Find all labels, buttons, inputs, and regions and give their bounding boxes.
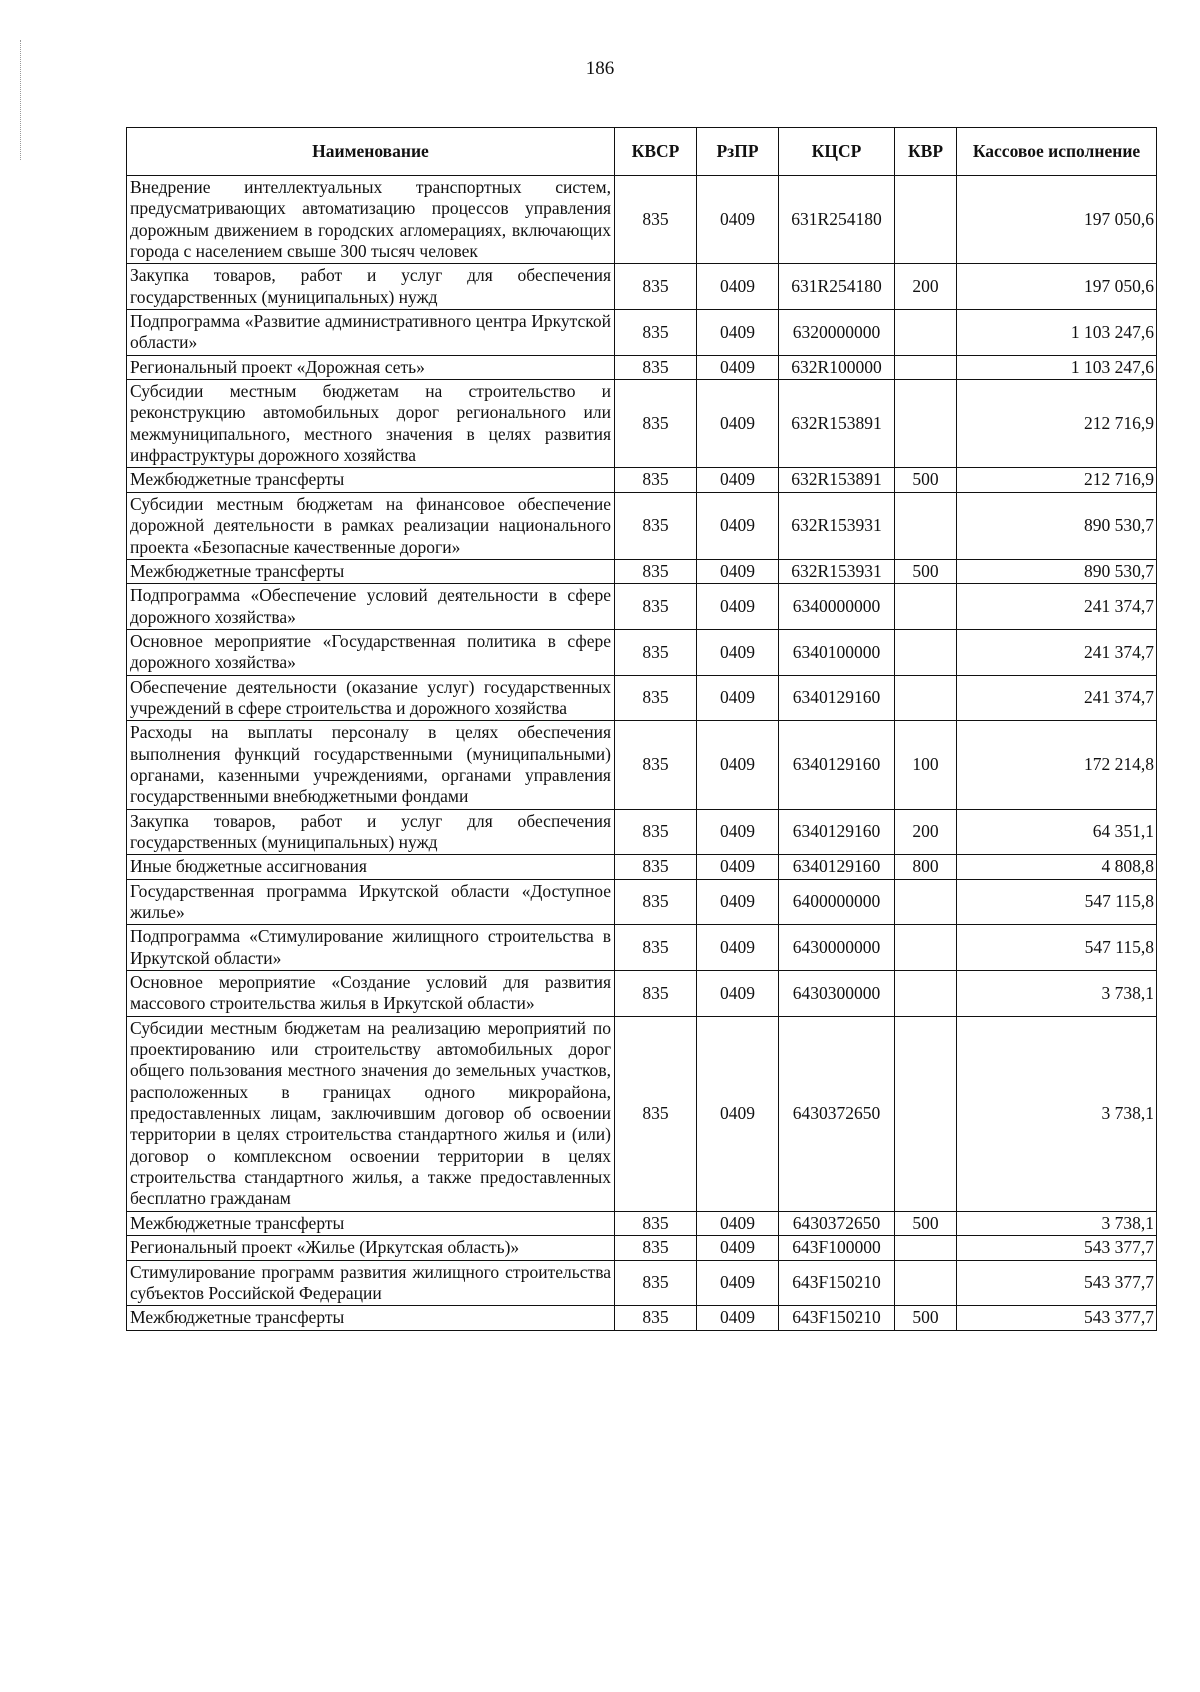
cell-name: Стимулирование программ развития жилищного строительства субъектов Российской Федерации [127, 1260, 615, 1306]
cell-name: Расходы на выплаты персоналу в целях обеспечения выполнения функций государственными (муниципальными) органами, казенными учреждениями, органами управления государственными внебюджетными фондами [127, 721, 615, 809]
cell-kvr [895, 629, 957, 675]
cell-rzpr: 0409 [697, 629, 779, 675]
cell-kvr [895, 879, 957, 925]
table-row [127, 971, 1157, 1017]
table-row [127, 675, 1157, 721]
cell-kvr [895, 584, 957, 630]
cell-rzpr: 0409 [697, 1236, 779, 1260]
header-kvr: КВР [895, 128, 957, 176]
table-row [127, 355, 1157, 379]
cell-kcsr: 6430372650 [779, 1211, 895, 1235]
table-row [127, 721, 1157, 809]
cell-kvr [895, 310, 957, 356]
cell-rzpr: 0409 [697, 492, 779, 559]
cell-kcsr: 6320000000 [779, 310, 895, 356]
cell-kvsr: 835 [615, 1016, 697, 1211]
cell-kvsr: 835 [615, 675, 697, 721]
table-row [127, 584, 1157, 630]
cell-amount: 64 351,1 [957, 809, 1157, 855]
cell-kvr [895, 355, 957, 379]
cell-kvr: 500 [895, 1306, 957, 1330]
cell-kvr: 500 [895, 1211, 957, 1235]
cell-kcsr: 632R153891 [779, 468, 895, 492]
cell-amount: 3 738,1 [957, 1016, 1157, 1211]
cell-kcsr: 632R153931 [779, 559, 895, 583]
cell-amount: 4 808,8 [957, 855, 1157, 879]
cell-rzpr: 0409 [697, 264, 779, 310]
cell-amount: 241 374,7 [957, 675, 1157, 721]
cell-kvsr: 835 [615, 1306, 697, 1330]
table-row [127, 1236, 1157, 1260]
cell-kvsr: 835 [615, 629, 697, 675]
cell-kcsr: 631R254180 [779, 176, 895, 264]
cell-rzpr: 0409 [697, 584, 779, 630]
cell-kvsr: 835 [615, 264, 697, 310]
cell-name: Межбюджетные трансферты [127, 1211, 615, 1235]
cell-name: Межбюджетные трансферты [127, 559, 615, 583]
table-row [127, 809, 1157, 855]
cell-rzpr: 0409 [697, 855, 779, 879]
cell-kcsr: 631R254180 [779, 264, 895, 310]
cell-kcsr: 632R153931 [779, 492, 895, 559]
cell-kvsr: 835 [615, 310, 697, 356]
cell-amount: 212 716,9 [957, 380, 1157, 468]
cell-name: Межбюджетные трансферты [127, 1306, 615, 1330]
cell-kvr [895, 1236, 957, 1260]
cell-kcsr: 6340129160 [779, 675, 895, 721]
cell-kcsr: 6430300000 [779, 971, 895, 1017]
cell-kvr [895, 380, 957, 468]
cell-kvsr: 835 [615, 855, 697, 879]
cell-kvr: 100 [895, 721, 957, 809]
cell-kvsr: 835 [615, 380, 697, 468]
cell-rzpr: 0409 [697, 468, 779, 492]
page-number: 186 [585, 58, 615, 79]
cell-amount: 241 374,7 [957, 629, 1157, 675]
cell-kvsr: 835 [615, 468, 697, 492]
cell-name: Субсидии местным бюджетам на финансовое обеспечение дорожной деятельности в рамках реализации национального проекта «Безопасные качественные дороги» [127, 492, 615, 559]
cell-rzpr: 0409 [697, 971, 779, 1017]
cell-kvsr: 835 [615, 971, 697, 1017]
cell-rzpr: 0409 [697, 310, 779, 356]
cell-kcsr: 6340129160 [779, 721, 895, 809]
cell-kvsr: 835 [615, 584, 697, 630]
cell-amount: 543 377,7 [957, 1236, 1157, 1260]
cell-name: Субсидии местным бюджетам на строительство и реконструкцию автомобильных дорог регионального или межмуниципального, местного значения в целях развития инфраструктуры дорожного хозяйства [127, 380, 615, 468]
cell-amount: 1 103 247,6 [957, 355, 1157, 379]
cell-name: Межбюджетные трансферты [127, 468, 615, 492]
table-row [127, 176, 1157, 264]
cell-kcsr: 632R100000 [779, 355, 895, 379]
cell-kvr: 500 [895, 559, 957, 583]
table-row [127, 1306, 1157, 1330]
cell-kcsr: 632R153891 [779, 380, 895, 468]
header-amount: Кассовое исполнение [957, 128, 1157, 176]
cell-kcsr: 643F100000 [779, 1236, 895, 1260]
cell-rzpr: 0409 [697, 879, 779, 925]
cell-amount: 241 374,7 [957, 584, 1157, 630]
cell-rzpr: 0409 [697, 1016, 779, 1211]
cell-name: Региональный проект «Жилье (Иркутская область)» [127, 1236, 615, 1260]
header-kvsr: КВСР [615, 128, 697, 176]
cell-name: Региональный проект «Дорожная сеть» [127, 355, 615, 379]
table-row [127, 264, 1157, 310]
cell-kvsr: 835 [615, 879, 697, 925]
cell-name: Основное мероприятие «Государственная политика в сфере дорожного хозяйства» [127, 629, 615, 675]
table-row [127, 925, 1157, 971]
cell-rzpr: 0409 [697, 809, 779, 855]
cell-rzpr: 0409 [697, 1306, 779, 1330]
cell-amount: 172 214,8 [957, 721, 1157, 809]
cell-kcsr: 6340100000 [779, 629, 895, 675]
cell-amount: 3 738,1 [957, 971, 1157, 1017]
cell-kvsr: 835 [615, 1211, 697, 1235]
cell-kvr: 200 [895, 809, 957, 855]
cell-kcsr: 6340000000 [779, 584, 895, 630]
cell-name: Подпрограмма «Стимулирование жилищного строительства в Иркутской области» [127, 925, 615, 971]
table-row [127, 629, 1157, 675]
table-row [127, 492, 1157, 559]
cell-name: Субсидии местным бюджетам на реализацию мероприятий по проектированию или строительству автомобильных дорог общего пользования местного значения до земельных участков, расположенных в границах одного микрорайона, предоставленных лицам, заключившим договор об освоении территории в целях строительства стандартного жилья и (или) договор о комплексном освоении территории в целях строительства стандартного жилья, а также предоставленных бесплатно гражданам [127, 1016, 615, 1211]
cell-kvr [895, 492, 957, 559]
table-row [127, 380, 1157, 468]
cell-amount: 197 050,6 [957, 264, 1157, 310]
cell-name: Внедрение интеллектуальных транспортных систем, предусматривающих автоматизацию процессов управления дорожным движением в городских агломерациях, включающих города с населением свыше 300 тысяч человек [127, 176, 615, 264]
table-row [127, 310, 1157, 356]
budget-table [126, 127, 1157, 1331]
cell-kvr: 200 [895, 264, 957, 310]
cell-rzpr: 0409 [697, 721, 779, 809]
cell-kvsr: 835 [615, 559, 697, 583]
table-row [127, 879, 1157, 925]
cell-rzpr: 0409 [697, 380, 779, 468]
cell-amount: 890 530,7 [957, 492, 1157, 559]
cell-rzpr: 0409 [697, 1211, 779, 1235]
cell-name: Обеспечение деятельности (оказание услуг) государственных учреждений в сфере строительства и дорожного хозяйства [127, 675, 615, 721]
cell-kvr: 800 [895, 855, 957, 879]
cell-name: Закупка товаров, работ и услуг для обеспечения государственных (муниципальных) нужд [127, 264, 615, 310]
cell-kvr [895, 1260, 957, 1306]
table-row [127, 855, 1157, 879]
cell-name: Основное мероприятие «Создание условий для развития массового строительства жилья в Иркутской области» [127, 971, 615, 1017]
cell-kcsr: 6400000000 [779, 879, 895, 925]
table-header [127, 128, 1157, 176]
header-kcsr: КЦСР [779, 128, 895, 176]
header-row [127, 128, 1157, 176]
cell-rzpr: 0409 [697, 559, 779, 583]
table-row [127, 1260, 1157, 1306]
cell-kvsr: 835 [615, 809, 697, 855]
cell-kcsr: 6430372650 [779, 1016, 895, 1211]
table-row [127, 468, 1157, 492]
cell-rzpr: 0409 [697, 675, 779, 721]
cell-kvr [895, 1016, 957, 1211]
header-name: Наименование [127, 128, 615, 176]
cell-kcsr: 6340129160 [779, 855, 895, 879]
cell-name: Подпрограмма «Развитие административного центра Иркутской области» [127, 310, 615, 356]
cell-kcsr: 643F150210 [779, 1260, 895, 1306]
header-rzpr: РзПР [697, 128, 779, 176]
table-body [127, 176, 1157, 1331]
cell-amount: 547 115,8 [957, 925, 1157, 971]
cell-kvsr: 835 [615, 176, 697, 264]
cell-rzpr: 0409 [697, 925, 779, 971]
cell-name: Подпрограмма «Обеспечение условий деятельности в сфере дорожного хозяйства» [127, 584, 615, 630]
cell-kvsr: 835 [615, 492, 697, 559]
cell-amount: 212 716,9 [957, 468, 1157, 492]
cell-rzpr: 0409 [697, 1260, 779, 1306]
cell-amount: 197 050,6 [957, 176, 1157, 264]
cell-amount: 1 103 247,6 [957, 310, 1157, 356]
cell-rzpr: 0409 [697, 355, 779, 379]
table-row [127, 1211, 1157, 1235]
table-row [127, 559, 1157, 583]
cell-kcsr: 643F150210 [779, 1306, 895, 1330]
cell-name: Закупка товаров, работ и услуг для обеспечения государственных (муниципальных) нужд [127, 809, 615, 855]
cell-name: Государственная программа Иркутской области «Доступное жилье» [127, 879, 615, 925]
cell-kvr [895, 925, 957, 971]
cell-kvsr: 835 [615, 925, 697, 971]
cell-kvsr: 835 [615, 1236, 697, 1260]
cell-kvr [895, 176, 957, 264]
cell-amount: 3 738,1 [957, 1211, 1157, 1235]
cell-amount: 547 115,8 [957, 879, 1157, 925]
cell-kvr [895, 675, 957, 721]
cell-rzpr: 0409 [697, 176, 779, 264]
cell-kcsr: 6340129160 [779, 809, 895, 855]
cell-kcsr: 6430000000 [779, 925, 895, 971]
cell-kvsr: 835 [615, 721, 697, 809]
cell-name: Иные бюджетные ассигнования [127, 855, 615, 879]
cell-kvr [895, 971, 957, 1017]
cell-amount: 890 530,7 [957, 559, 1157, 583]
cell-amount: 543 377,7 [957, 1306, 1157, 1330]
cell-kvsr: 835 [615, 1260, 697, 1306]
cell-amount: 543 377,7 [957, 1260, 1157, 1306]
cell-kvr: 500 [895, 468, 957, 492]
cell-kvsr: 835 [615, 355, 697, 379]
table-row [127, 1016, 1157, 1211]
